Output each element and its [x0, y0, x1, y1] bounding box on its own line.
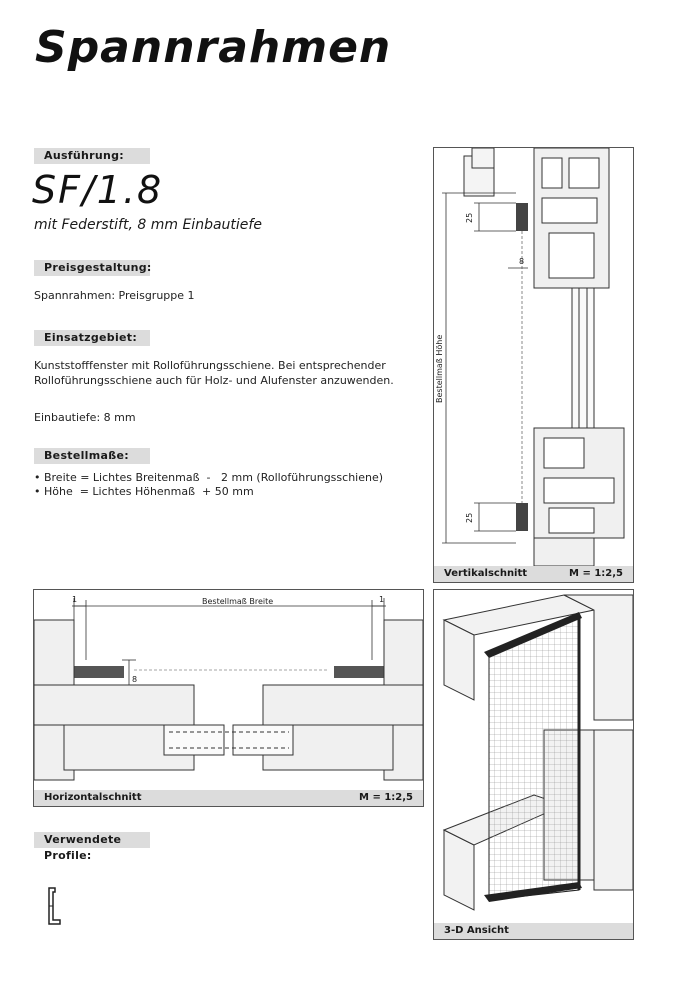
- usage-line-2: Rolloführungsschiene auch für Holz- und Alufenster anzuwenden.: [34, 374, 394, 387]
- horizontal-section-drawing: [34, 590, 423, 790]
- horizontal-dim-left: 1: [72, 595, 78, 604]
- screen-profile-bottom: [516, 503, 528, 531]
- profile-icon: [46, 886, 68, 926]
- horizontal-dim-depth: 8: [132, 675, 138, 684]
- pricing-text: Spannrahmen: Preisgruppe 1: [34, 289, 195, 302]
- section-label-profiles: Verwendete Profile:: [34, 832, 150, 848]
- horizontal-section-scale: M = 1:2,5: [359, 792, 413, 803]
- page-title: Spannrahmen: [35, 22, 392, 73]
- order-width-rule: • Breite = Lichtes Breitenmaß - 2 mm (Rolloführungsschiene): [34, 471, 384, 484]
- horizontal-section-footer: [34, 790, 423, 806]
- section-label-pricing: Preisgestaltung:: [34, 260, 150, 276]
- vertical-height-label: Bestellmaß Höhe: [435, 334, 444, 403]
- model-code: SF/1.8: [32, 168, 164, 212]
- usage-line-1: Kunststofffenster mit Rolloführungsschiene. Bei entsprechender: [34, 359, 386, 372]
- installation-depth: Einbautiefe: 8 mm: [34, 411, 136, 424]
- model-subtitle: mit Federstift, 8 mm Einbautiefe: [34, 217, 262, 233]
- vertical-dim-bottom: 25: [465, 512, 474, 523]
- horizontal-section-caption: Horizontalschnitt: [44, 792, 142, 803]
- order-height-rule: • Höhe = Lichtes Höhenmaß + 50 mm: [34, 485, 254, 498]
- view-3d-panel: [433, 589, 634, 940]
- vertical-section-footer: [434, 566, 633, 582]
- vertical-dim-top: 25: [465, 212, 474, 223]
- vertical-section-drawing: [434, 148, 633, 566]
- section-label-usage: Einsatzgebiet:: [34, 330, 150, 346]
- vertical-section-scale: M = 1:2,5: [569, 568, 623, 579]
- horizontal-dim-right: 1: [379, 595, 385, 604]
- view-3d-footer: [434, 923, 633, 939]
- horizontal-section-panel: [33, 589, 424, 807]
- section-label-execution: Ausführung:: [34, 148, 150, 164]
- view-3d-caption: 3-D Ansicht: [444, 925, 509, 936]
- insect-mesh: [489, 615, 579, 900]
- screen-profile-left: [74, 666, 124, 678]
- horizontal-width-label: Bestellmaß Breite: [202, 597, 274, 606]
- vertical-dim-depth: 8: [519, 257, 525, 266]
- vertical-section-panel: [433, 147, 634, 583]
- vertical-section-caption: Vertikalschnitt: [444, 568, 528, 579]
- section-label-order-dims: Bestellmaße:: [34, 448, 150, 464]
- screen-profile-top: [516, 203, 528, 231]
- screen-profile-right: [334, 666, 384, 678]
- view-3d-drawing: [434, 590, 633, 923]
